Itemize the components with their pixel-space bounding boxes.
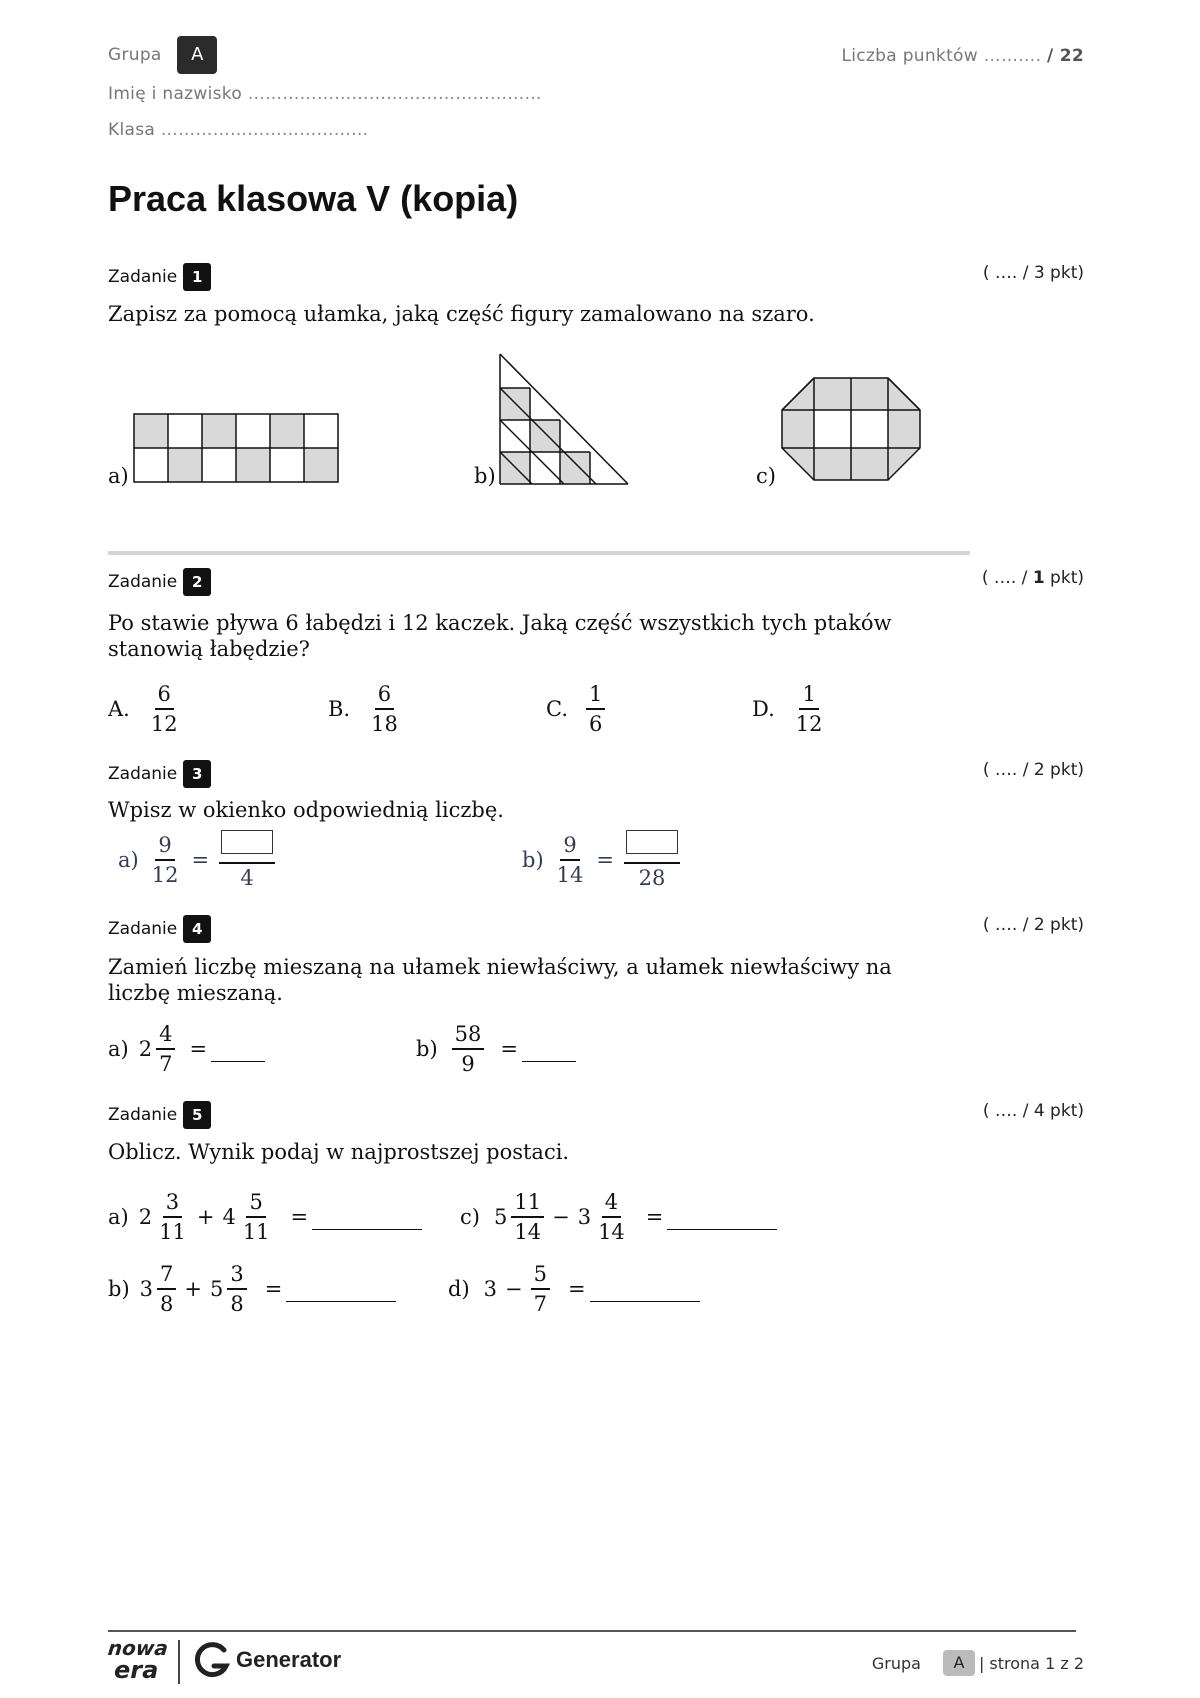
operator: − — [505, 1277, 523, 1302]
figure-b-triangle — [498, 350, 632, 486]
denominator: 11 — [159, 1220, 186, 1245]
item-label: a) — [108, 1037, 129, 1062]
numerator: 6 — [375, 682, 394, 710]
points-suffix: pkt) — [1044, 568, 1084, 588]
denominator: 14 — [556, 863, 584, 888]
numerator: 58 — [452, 1022, 485, 1050]
task-1-points: ( …. / 3 pkt) — [982, 263, 1084, 283]
task-1-header — [108, 263, 211, 291]
numerator: 9 — [155, 833, 174, 861]
fraction — [148, 682, 181, 736]
name-row — [108, 84, 542, 104]
task-5-item-d — [448, 1262, 700, 1316]
task-number-badge: 2 — [183, 568, 211, 596]
task-3-points: ( …. / 2 pkt) — [982, 760, 1084, 780]
task-2-points — [982, 568, 1084, 588]
class-field[interactable]: ……………………………… — [160, 120, 369, 140]
task-3-text: Wpisz w okienko odpowiednią liczbę. — [108, 798, 504, 822]
numerator: 1 — [799, 682, 818, 710]
equals-sign: = — [596, 848, 614, 873]
group-label: Grupa — [108, 45, 162, 65]
answer-fraction — [219, 830, 275, 890]
denominator: 4 — [240, 866, 254, 891]
page-number: | strona 1 z 2 — [978, 1653, 1084, 1673]
task-label: Zadanie — [108, 919, 178, 939]
task-4-item-a — [108, 1022, 265, 1076]
operator: − — [552, 1205, 570, 1230]
figure-a-grid — [132, 412, 340, 484]
points-label: Liczba punktów — [841, 46, 978, 66]
logo-nowa: nowa — [106, 1636, 170, 1660]
denominator: 14 — [598, 1220, 625, 1245]
class-row — [108, 120, 368, 140]
whole-part: 5 — [210, 1277, 224, 1302]
numerator: 4 — [602, 1190, 621, 1218]
fraction — [511, 1190, 544, 1244]
task-label: Zadanie — [108, 267, 178, 287]
fraction — [586, 682, 605, 736]
task-5-item-b — [108, 1262, 396, 1316]
denominator: 14 — [514, 1220, 542, 1245]
option-label: C. — [546, 697, 568, 722]
group-row — [108, 36, 217, 74]
equals-sign: = — [189, 1037, 208, 1062]
answer-fraction — [624, 830, 680, 890]
task-5-item-a — [108, 1190, 422, 1244]
fraction — [240, 1190, 273, 1244]
fraction — [554, 833, 587, 887]
fraction — [531, 1262, 550, 1316]
section-divider — [108, 551, 970, 555]
numerator: 1 — [586, 682, 605, 710]
equals-sign: = — [500, 1037, 518, 1062]
equals-sign: = — [290, 1205, 309, 1230]
denominator: 6 — [589, 712, 603, 737]
task-label: Zadanie — [108, 764, 178, 784]
denominator: 8 — [230, 1292, 244, 1317]
task-3-header — [108, 760, 211, 788]
whole-part: 3 — [483, 1277, 498, 1302]
whole-part: 3 — [577, 1205, 592, 1230]
denominator: 28 — [638, 866, 666, 891]
numerator: 5 — [246, 1190, 265, 1218]
answer-line[interactable] — [286, 1299, 396, 1302]
item-label: a) — [118, 848, 139, 873]
task-1-label-b: b) — [474, 464, 496, 488]
option-d[interactable] — [752, 682, 826, 736]
denominator: 12 — [795, 712, 823, 737]
denominator: 11 — [242, 1220, 270, 1245]
option-label: D. — [752, 697, 775, 722]
task-label: Zadanie — [108, 572, 178, 592]
points-prefix: ( …. / — [981, 568, 1033, 588]
task-2-header — [108, 568, 211, 596]
task-1-text: Zapisz za pomocą ułamka, jaką część figury zamalowano na szaro. — [108, 302, 815, 326]
task-1-label-a: a) — [108, 464, 129, 488]
class-label: Klasa — [108, 120, 156, 140]
answer-line[interactable] — [211, 1059, 265, 1062]
points-summary — [842, 46, 1084, 66]
fraction — [156, 1022, 175, 1076]
footer-page-info — [872, 1650, 1084, 1676]
denominator: 9 — [461, 1052, 475, 1077]
footer-rule — [108, 1630, 1076, 1632]
item-label: b) — [108, 1277, 130, 1302]
item-label: c) — [460, 1205, 480, 1230]
denominator: 7 — [159, 1052, 173, 1077]
answer-box[interactable] — [626, 830, 678, 854]
equals-sign: = — [264, 1277, 283, 1302]
task-5-header — [108, 1101, 211, 1129]
denominator: 8 — [160, 1292, 174, 1317]
operator: + — [196, 1205, 215, 1230]
task-3-item-b — [522, 830, 680, 890]
task-4-header — [108, 915, 211, 943]
task-3-item-a — [118, 830, 275, 890]
nowa-era-logo — [108, 1638, 168, 1688]
whole-part: 2 — [138, 1205, 153, 1230]
whole-part: 4 — [222, 1205, 236, 1230]
name-label: Imię i nazwisko — [108, 84, 243, 104]
fraction — [156, 1190, 189, 1244]
logo-divider — [178, 1640, 180, 1684]
option-c[interactable] — [546, 682, 605, 736]
denominator: 12 — [151, 863, 179, 888]
equals-sign: = — [645, 1205, 664, 1230]
option-a[interactable] — [108, 682, 181, 736]
generator-g-icon — [192, 1640, 232, 1680]
item-label: b) — [522, 848, 544, 873]
numerator: 5 — [531, 1262, 550, 1290]
fraction — [368, 682, 401, 736]
answer-line[interactable] — [522, 1059, 576, 1062]
whole-part: 3 — [139, 1277, 154, 1302]
answer-line[interactable] — [590, 1299, 700, 1302]
task-5-item-c — [460, 1190, 777, 1244]
task-1-label-c: c) — [756, 464, 776, 488]
figure-c-octagon — [780, 376, 922, 484]
fraction — [149, 833, 182, 887]
fraction — [452, 1022, 485, 1076]
fraction — [595, 1190, 628, 1244]
fraction — [793, 682, 826, 736]
task-5-points: ( …. / 4 pkt) — [982, 1101, 1084, 1121]
fraction — [227, 1262, 246, 1316]
option-label: B. — [328, 697, 351, 722]
task-number-badge: 4 — [183, 915, 211, 943]
denominator: 12 — [150, 712, 178, 737]
whole-part: 2 — [138, 1037, 153, 1062]
option-label: A. — [108, 697, 130, 722]
whole-part: 5 — [493, 1205, 508, 1230]
numerator: 6 — [155, 682, 174, 710]
denominator: 18 — [371, 712, 398, 737]
numerator: 9 — [560, 833, 579, 861]
name-field[interactable]: …………………………………………… — [247, 84, 542, 104]
item-label: d) — [448, 1277, 470, 1302]
item-label: b) — [416, 1037, 438, 1062]
task-4-text: Zamień liczbę mieszaną na ułamek niewłaściwy, a ułamek niewłaściwy na liczbę mieszaną. — [108, 955, 892, 1005]
equals-sign: = — [568, 1277, 586, 1302]
page-title: Praca klasowa V (kopia) — [108, 178, 519, 219]
logo-generator-text: Generator — [236, 1647, 342, 1672]
fraction — [157, 1262, 176, 1316]
denominator: 7 — [533, 1292, 547, 1317]
logo-era: era — [114, 1656, 159, 1684]
option-b[interactable] — [328, 682, 401, 736]
numerator: 3 — [227, 1262, 246, 1290]
task-5-text: Oblicz. Wynik podaj w najprostszej postaci. — [108, 1140, 570, 1164]
points-field[interactable]: ………. — [983, 46, 1042, 66]
task-label: Zadanie — [108, 1105, 178, 1125]
answer-line[interactable] — [667, 1227, 777, 1230]
points-total: / 22 — [1047, 46, 1084, 66]
points-value: 1 — [1032, 568, 1045, 588]
task-4-points: ( …. / 2 pkt) — [982, 915, 1084, 935]
footer-group-badge: A — [943, 1650, 975, 1676]
numerator: 3 — [163, 1190, 182, 1218]
generator-logo — [192, 1640, 341, 1680]
task-number-badge: 5 — [183, 1101, 211, 1129]
operator: + — [184, 1277, 202, 1302]
task-4-item-b — [416, 1022, 576, 1076]
numerator: 11 — [511, 1190, 544, 1218]
numerator: 7 — [157, 1262, 176, 1290]
numerator: 4 — [156, 1022, 175, 1050]
equals-sign: = — [191, 848, 210, 873]
answer-line[interactable] — [312, 1227, 422, 1230]
task-2-text: Po stawie pływa 6 łabędzi i 12 kaczek. Jaką część wszystkich tych ptaków stanowią łabędzie? — [108, 611, 892, 661]
footer-group-label: Grupa — [871, 1653, 921, 1673]
task-number-badge: 1 — [183, 263, 211, 291]
item-label: a) — [108, 1205, 129, 1230]
answer-box[interactable] — [221, 830, 273, 854]
task-number-badge: 3 — [183, 760, 211, 788]
group-badge: A — [177, 36, 217, 74]
